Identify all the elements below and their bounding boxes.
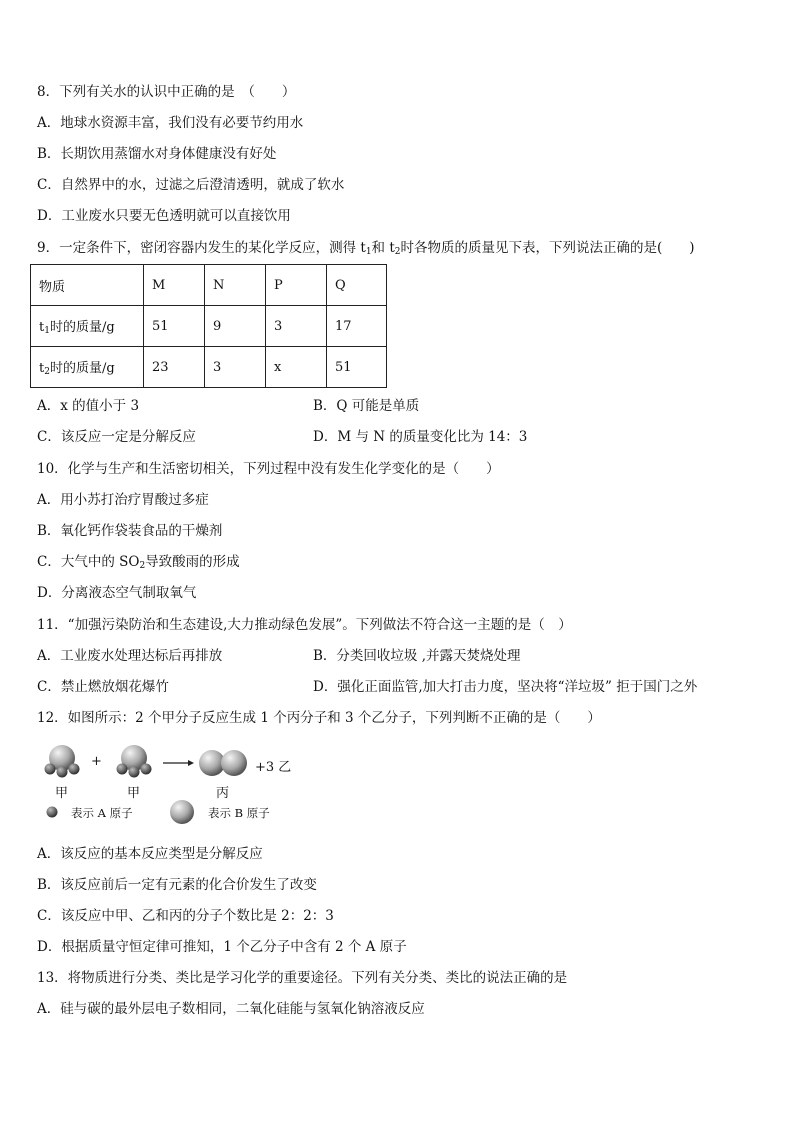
- q13-option-a: A．硅与碳的最外层电子数相同，二氧化硅能与氢氧化钠溶液反应: [37, 1001, 425, 1017]
- q12-stem: 12．如图所示：2 个甲分子反应生成 1 个丙分子和 3 个乙分子，下列判断不正确的是（ ）: [37, 710, 601, 726]
- q12-option-d: D．根据质量守恒定律可推知，1 个乙分子中含有 2 个 A 原子: [37, 939, 407, 955]
- q10-option-c: C．大气中的 $SO_2$导致酸雨的形成: [37, 554, 240, 571]
- q9-mass-table: [30, 264, 387, 388]
- q10-option-a: A．用小苏打治疗胃酸过多症: [37, 492, 209, 508]
- table-row-label: $t_2$时的质量/g: [31, 347, 144, 388]
- table-header-cell: M: [144, 265, 205, 306]
- table-row: [31, 306, 387, 347]
- q11-option-a: A．工业废水处理达标后再排放: [37, 648, 223, 664]
- table-cell: x: [266, 347, 327, 388]
- table-header-row: [31, 265, 387, 306]
- q12-option-b: B．该反应前后一定有元素的化合价发生了改变: [37, 877, 317, 893]
- molecule-bing: [199, 750, 247, 776]
- table-row-label: $t_1$时的质量/g: [31, 306, 144, 347]
- q10-option-b: B．氧化钙作袋装食品的干燥剂: [37, 523, 223, 539]
- legend-b-atom: [170, 800, 194, 824]
- q11-option-b: B．分类回收垃圾 ,并露天焚烧处理: [313, 648, 521, 664]
- q11-option-c: C．禁止燃放烟花爆竹: [37, 679, 169, 695]
- q9-stem: 9．一定条件下，密闭容器内发生的某化学反应，测得 $t_1$和 $t_2$时各物质的质量见下表，下列说法正确的是( ): [37, 240, 695, 257]
- q11-option-d: D．强化正面监管,加大打击力度，坚决将“洋垃圾” 拒于国门之外: [313, 679, 698, 695]
- table-header-cell: Q: [327, 265, 387, 306]
- table-cell: 3: [266, 306, 327, 347]
- table-cell: 23: [144, 347, 205, 388]
- legend-b-text: 表示 B 原子: [208, 806, 270, 820]
- table-row: [31, 347, 387, 388]
- table-cell: 51: [327, 347, 387, 388]
- q8-option-c: C．自然界中的水，过滤之后澄清透明，就成了软水: [37, 177, 345, 193]
- q8-option-d: D．工业废水只要无色透明就可以直接饮用: [37, 208, 291, 224]
- plus-three-yi: +3 乙: [255, 760, 292, 775]
- q9-option-c: C．该反应一定是分解反应: [37, 429, 196, 445]
- q9-option-b: B．Q 可能是单质: [313, 398, 420, 414]
- table-header-cell: 物质: [31, 265, 144, 306]
- molecule-jia-2: [117, 745, 152, 778]
- table-header-cell: P: [266, 265, 327, 306]
- q10-option-d: D．分离液态空气制取氧气: [37, 585, 197, 601]
- legend-a-text: 表示 A 原子: [71, 806, 133, 820]
- legend-a-atom: [47, 807, 58, 818]
- q10-stem: 10．化学与生产和生活密切相关，下列过程中没有发生化学变化的是（ ）: [37, 461, 500, 477]
- q11-stem: 11．“加强污染防治和生态建设,大力推动绿色发展”。下列做法不符合这一主题的是（ ）: [37, 617, 572, 633]
- molecule-jia-1: [45, 745, 80, 778]
- table-cell: 51: [144, 306, 205, 347]
- q9-option-a: A．x 的值小于 3: [37, 398, 140, 414]
- q13-stem: 13．将物质进行分类、类比是学习化学的重要途径。下列有关分类、类比的说法正确的是: [37, 970, 568, 986]
- label-bing: 丙: [216, 786, 230, 801]
- q12-option-c: C．该反应中甲、乙和丙的分子个数比是 2：2：3: [37, 908, 334, 924]
- plus-sign: +: [91, 754, 102, 769]
- q9-option-d: D．M 与 N 的质量变化比为 14：3: [313, 429, 528, 445]
- q8-option-b: B．长期饮用蒸馏水对身体健康没有好处: [37, 146, 277, 162]
- q12-reaction-diagram: [40, 742, 340, 832]
- q8-stem: 8．下列有关水的认识中正确的是 （ ）: [37, 84, 296, 100]
- table-cell: 9: [205, 306, 266, 347]
- label-jia-2: 甲: [127, 786, 141, 801]
- table-cell: 3: [205, 347, 266, 388]
- q8-option-a: A．地球水资源丰富，我们没有必要节约用水: [37, 115, 304, 131]
- table-header-cell: N: [205, 265, 266, 306]
- table-cell: 17: [327, 306, 387, 347]
- reaction-arrow: [163, 760, 194, 766]
- label-jia-1: 甲: [55, 786, 69, 801]
- q12-option-a: A．该反应的基本反应类型是分解反应: [37, 846, 263, 862]
